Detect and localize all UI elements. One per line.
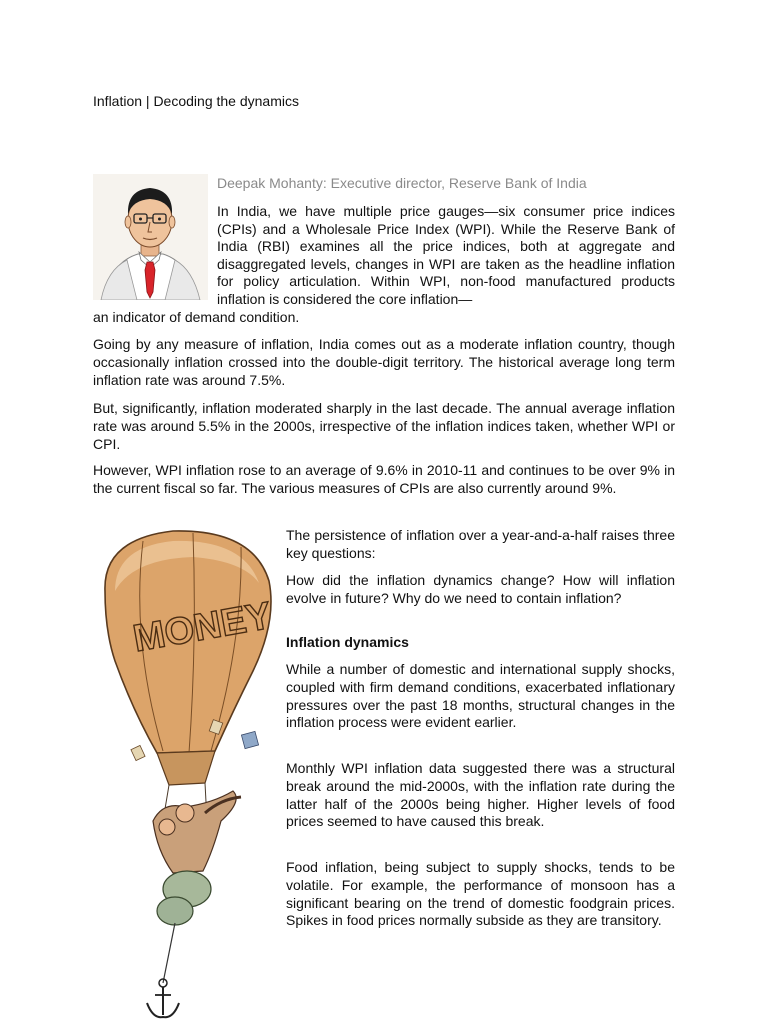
author-byline: Deepak Mohanty: Executive director, Reserve Bank of India [217,175,587,191]
body-paragraph: While a number of domestic and international supply shocks, coupled with firm demand conditions, exacerbated inflationary pressures over the past 18 months, structural changes in the inflation process were evident earlier. [286,661,675,731]
body-paragraph: How did the inflation dynamics change? How will inflation evolve in future? Why do we need to contain inflation? [286,572,675,606]
body-paragraph: But, significantly, inflation moderated sharply in the last decade. The annual average inflation rate was around 5.5% in the 2000s, irrespective of the inflation indices taken, whether WPI or CPI. [93,400,675,452]
body-paragraph: Food inflation, being subject to supply shocks, tends to be volatile. For example, the performance of monsoon has a significant bearing on the trend of domestic foodgrain prices. Spikes in food prices normally subside as they are transitory. [286,859,675,929]
body-paragraph: However, WPI inflation rose to an average of 9.6% in 2010-11 and continues to be over 9% in the current fiscal so far. The various measures of CPIs are also currently around 9%. [93,462,675,496]
page-title: Inflation | Decoding the dynamics [93,93,299,109]
balloon-lettering: MONEY [130,594,275,661]
section-heading: Inflation dynamics [286,634,409,650]
body-paragraph: Monthly WPI inflation data suggested there was a structural break around the mid-2000s, with the inflation rate during the latter half of the 2000s being higher. Higher levels of food prices seemed to have caused this break. [286,760,675,830]
intro-paragraph: In India, we have multiple price gauges—six consumer price indices (CPIs) and a Wholesale Price Index (WPI). While the Reserve Bank of India (RBI) examines all the price indices, both at aggregate and disaggregated levels, changes in WPI are taken as the headline inflation for policy articulation. Within WPI, non-food manufactured products inflation is considered the core inflation— [217,203,675,307]
body-paragraph: The persistence of inflation over a year-and-a-half raises three key questions: [286,527,675,561]
money-balloon-illustration [93,521,279,1024]
intro-paragraph-tail: an indicator of demand condition. [93,309,300,325]
author-portrait [93,174,208,300]
body-paragraph: Going by any measure of inflation, India comes out as a moderate inflation country, though occasionally inflation crossed into the double-digit territory. The historical average long term inflation rate was around 7.5%. [93,336,675,388]
